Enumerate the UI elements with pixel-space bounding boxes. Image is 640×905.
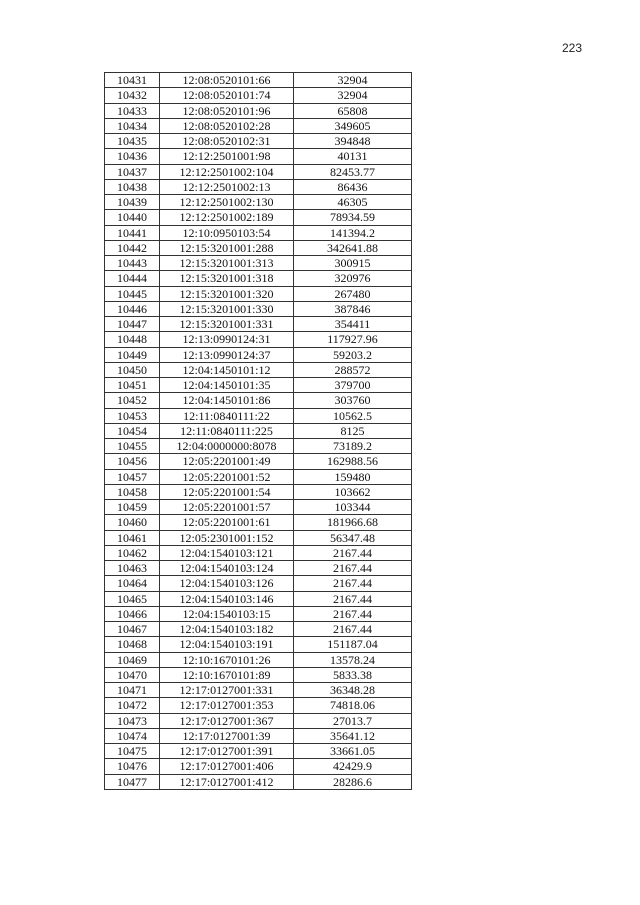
table-row [105,210,412,225]
cell-cadastral-number: 12:04:1450101:35 [160,378,294,393]
cell-value: 13578.24 [294,652,412,667]
table-row [105,713,412,728]
cell-id: 10448 [105,332,160,347]
table-row [105,103,412,118]
table-row [105,134,412,149]
table-row [105,698,412,713]
table-row [105,73,412,88]
cell-value: 74818.06 [294,698,412,713]
cell-cadastral-number: 12:08:0520102:28 [160,118,294,133]
cell-value: 2167.44 [294,622,412,637]
cell-id: 10433 [105,103,160,118]
cell-value: 78934.59 [294,210,412,225]
table-row [105,591,412,606]
cell-id: 10455 [105,439,160,454]
cell-id: 10475 [105,744,160,759]
table-row [105,423,412,438]
table-row [105,88,412,103]
table-row [105,256,412,271]
table-row [105,332,412,347]
table-row [105,515,412,530]
table-row [105,576,412,591]
cell-cadastral-number: 12:05:2201001:54 [160,484,294,499]
cell-id: 10440 [105,210,160,225]
cell-id: 10463 [105,561,160,576]
cell-id: 10457 [105,469,160,484]
cell-cadastral-number: 12:08:0520101:96 [160,103,294,118]
cell-cadastral-number: 12:15:3201001:331 [160,317,294,332]
cell-cadastral-number: 12:10:1670101:89 [160,667,294,682]
cell-value: 288572 [294,362,412,377]
cell-cadastral-number: 12:17:0127001:406 [160,759,294,774]
cell-cadastral-number: 12:08:0520101:66 [160,73,294,88]
cell-id: 10462 [105,545,160,560]
cell-cadastral-number: 12:05:2201001:57 [160,500,294,515]
cell-value: 354411 [294,317,412,332]
cell-cadastral-number: 12:17:0127001:39 [160,728,294,743]
cell-cadastral-number: 12:12:2501002:189 [160,210,294,225]
cell-cadastral-number: 12:11:0840111:225 [160,423,294,438]
table-row [105,683,412,698]
cell-value: 103662 [294,484,412,499]
cell-id: 10449 [105,347,160,362]
table-row [105,484,412,499]
cell-value: 35641.12 [294,728,412,743]
cell-value: 56347.48 [294,530,412,545]
cell-cadastral-number: 12:08:0520102:31 [160,134,294,149]
table-row [105,545,412,560]
cell-cadastral-number: 12:15:3201001:330 [160,301,294,316]
cell-cadastral-number: 12:12:2501002:104 [160,164,294,179]
cell-id: 10435 [105,134,160,149]
cell-id: 10468 [105,637,160,652]
cell-cadastral-number: 12:04:0000000:8078 [160,439,294,454]
cell-value: 36348.28 [294,683,412,698]
table-row [105,118,412,133]
table-row [105,454,412,469]
cell-value: 162988.56 [294,454,412,469]
cell-value: 86436 [294,179,412,194]
cell-cadastral-number: 12:12:2501002:13 [160,179,294,194]
cell-cadastral-number: 12:05:2201001:49 [160,454,294,469]
cell-id: 10476 [105,759,160,774]
cell-cadastral-number: 12:04:1540103:15 [160,606,294,621]
table-row [105,195,412,210]
table-row [105,622,412,637]
table-row [105,362,412,377]
cell-cadastral-number: 12:13:0990124:37 [160,347,294,362]
cell-value: 27013.7 [294,713,412,728]
table-row [105,637,412,652]
cell-cadastral-number: 12:04:1540103:126 [160,576,294,591]
cell-id: 10477 [105,774,160,789]
cell-cadastral-number: 12:17:0127001:331 [160,683,294,698]
cell-id: 10434 [105,118,160,133]
cell-value: 151187.04 [294,637,412,652]
table-row [105,317,412,332]
cell-cadastral-number: 12:04:1540103:124 [160,561,294,576]
cell-value: 59203.2 [294,347,412,362]
cell-id: 10458 [105,484,160,499]
cell-cadastral-number: 12:05:2301001:152 [160,530,294,545]
cell-value: 10562.5 [294,408,412,423]
cell-cadastral-number: 12:04:1540103:182 [160,622,294,637]
cell-id: 10474 [105,728,160,743]
table-row [105,164,412,179]
cell-value: 40131 [294,149,412,164]
cell-cadastral-number: 12:15:3201001:288 [160,240,294,255]
cell-cadastral-number: 12:12:2501002:130 [160,195,294,210]
page-number: 223 [561,41,582,55]
cell-value: 379700 [294,378,412,393]
table-row [105,500,412,515]
table-row [105,347,412,362]
cell-cadastral-number: 12:12:2501001:98 [160,149,294,164]
cell-id: 10453 [105,408,160,423]
cell-id: 10442 [105,240,160,255]
cell-value: 267480 [294,286,412,301]
table-row [105,530,412,545]
cell-value: 42429.9 [294,759,412,774]
cell-id: 10460 [105,515,160,530]
cell-cadastral-number: 12:17:0127001:412 [160,774,294,789]
cell-id: 10450 [105,362,160,377]
cell-cadastral-number: 12:15:3201001:320 [160,286,294,301]
table-row [105,301,412,316]
cell-value: 320976 [294,271,412,286]
table-row [105,149,412,164]
cell-id: 10471 [105,683,160,698]
table-row [105,744,412,759]
cell-value: 73189.2 [294,439,412,454]
cell-cadastral-number: 12:10:1670101:26 [160,652,294,667]
cell-value: 2167.44 [294,561,412,576]
cell-id: 10444 [105,271,160,286]
table-row [105,378,412,393]
cell-id: 10461 [105,530,160,545]
cell-value: 32904 [294,73,412,88]
table-row [105,286,412,301]
cell-value: 2167.44 [294,591,412,606]
cell-cadastral-number: 12:17:0127001:353 [160,698,294,713]
cell-id: 10447 [105,317,160,332]
cell-id: 10439 [105,195,160,210]
cell-cadastral-number: 12:04:1540103:191 [160,637,294,652]
data-table [104,72,412,790]
cell-id: 10465 [105,591,160,606]
cell-value: 349605 [294,118,412,133]
cell-value: 394848 [294,134,412,149]
cell-id: 10438 [105,179,160,194]
table-row [105,774,412,789]
cell-value: 2167.44 [294,545,412,560]
cell-id: 10446 [105,301,160,316]
cell-cadastral-number: 12:04:1540103:146 [160,591,294,606]
cell-cadastral-number: 12:15:3201001:313 [160,256,294,271]
cell-value: 65808 [294,103,412,118]
table-row [105,225,412,240]
table-row [105,606,412,621]
cell-id: 10452 [105,393,160,408]
cell-cadastral-number: 12:17:0127001:367 [160,713,294,728]
cell-value: 103344 [294,500,412,515]
cell-id: 10432 [105,88,160,103]
table-row [105,652,412,667]
cell-value: 387846 [294,301,412,316]
cell-cadastral-number: 12:10:0950103:54 [160,225,294,240]
cell-id: 10437 [105,164,160,179]
cell-id: 10469 [105,652,160,667]
cell-value: 141394.2 [294,225,412,240]
cell-value: 303760 [294,393,412,408]
table-row [105,728,412,743]
cell-id: 10464 [105,576,160,591]
cell-id: 10459 [105,500,160,515]
table-body [105,73,412,790]
table-row [105,561,412,576]
cell-value: 46305 [294,195,412,210]
cell-id: 10454 [105,423,160,438]
cell-id: 10445 [105,286,160,301]
cell-cadastral-number: 12:05:2201001:61 [160,515,294,530]
cell-value: 2167.44 [294,576,412,591]
cell-value: 33661.05 [294,744,412,759]
table-row [105,408,412,423]
cell-value: 181966.68 [294,515,412,530]
cell-value: 82453.77 [294,164,412,179]
cell-cadastral-number: 12:04:1450101:12 [160,362,294,377]
table-row [105,469,412,484]
cell-id: 10441 [105,225,160,240]
table-row [105,240,412,255]
cell-id: 10472 [105,698,160,713]
cell-cadastral-number: 12:13:0990124:31 [160,332,294,347]
table-row [105,759,412,774]
cell-value: 32904 [294,88,412,103]
table-row [105,393,412,408]
cell-cadastral-number: 12:17:0127001:391 [160,744,294,759]
cell-cadastral-number: 12:04:1450101:86 [160,393,294,408]
cell-cadastral-number: 12:08:0520101:74 [160,88,294,103]
cell-id: 10470 [105,667,160,682]
cell-value: 342641.88 [294,240,412,255]
table-row [105,271,412,286]
cell-value: 2167.44 [294,606,412,621]
cell-id: 10451 [105,378,160,393]
cell-value: 117927.96 [294,332,412,347]
cell-value: 300915 [294,256,412,271]
table-row [105,179,412,194]
cell-cadastral-number: 12:11:0840111:22 [160,408,294,423]
table-row [105,667,412,682]
cell-id: 10443 [105,256,160,271]
cell-id: 10467 [105,622,160,637]
cell-id: 10456 [105,454,160,469]
cell-value: 5833.38 [294,667,412,682]
cell-id: 10466 [105,606,160,621]
cell-value: 28286.6 [294,774,412,789]
table-row [105,439,412,454]
cell-cadastral-number: 12:05:2201001:52 [160,469,294,484]
cell-cadastral-number: 12:15:3201001:318 [160,271,294,286]
cell-value: 159480 [294,469,412,484]
cell-cadastral-number: 12:04:1540103:121 [160,545,294,560]
cell-id: 10431 [105,73,160,88]
cell-id: 10436 [105,149,160,164]
cell-value: 8125 [294,423,412,438]
cell-id: 10473 [105,713,160,728]
